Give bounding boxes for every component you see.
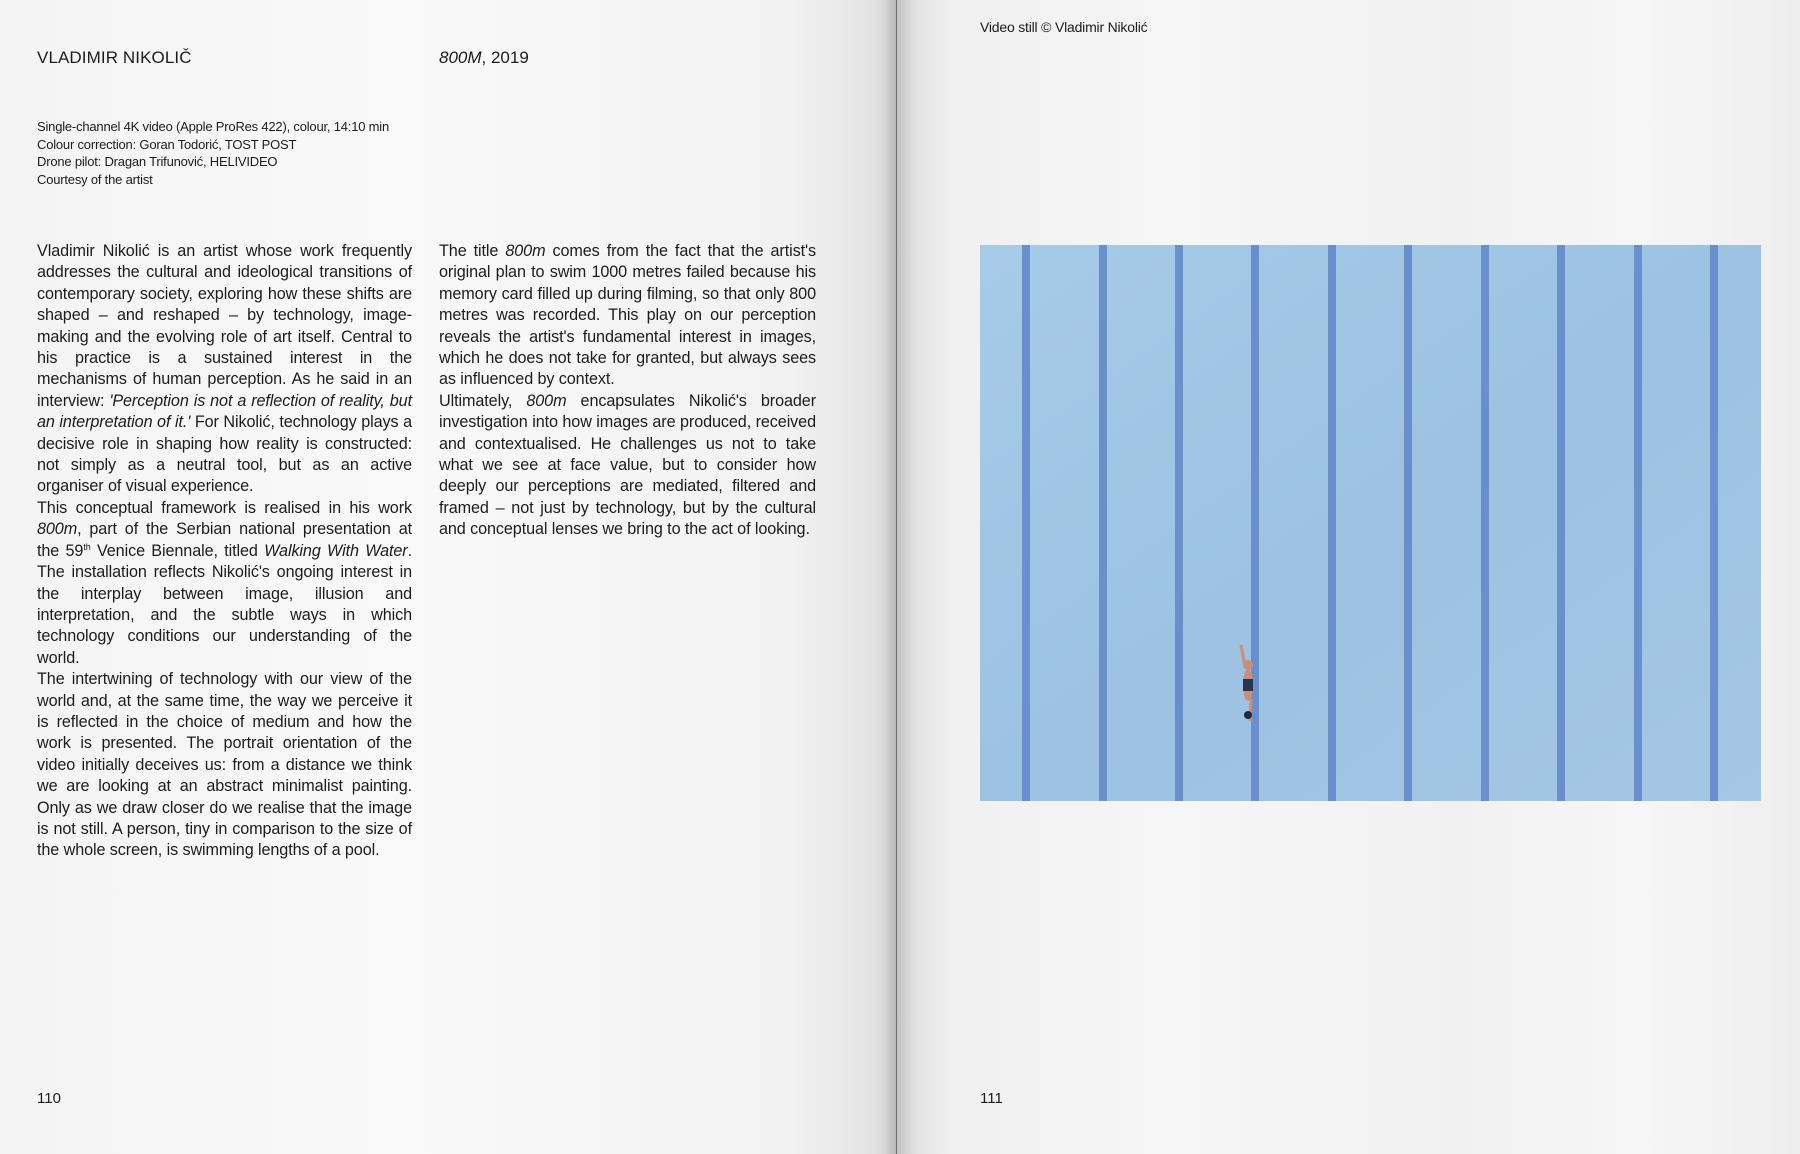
- credits-block: [37, 118, 389, 188]
- credit-line: Single-channel 4K video (Apple ProRes 422), colour, 14:10 min: [37, 119, 390, 134]
- text-run: Vladimir Nikolić is an artist whose work frequently addresses the cultural and ideological transitions of contemporary society, exploring how these shifts are shaped – and reshaped – by technology, image-making and the evolving role of art itself. Central to his practice is a sustained interest in the mechanisms of human perception. As he said in an interview:: [37, 242, 412, 410]
- body-column-1: [37, 241, 412, 862]
- lane-line: [1634, 245, 1642, 801]
- text-run: comes from the fact that the artist's original plan to swim 1000 metres failed because his memory card filled up during filming, so that only 800 metres was recorded. This play on our perception reveals the artist's fundamental interest in images, which he does not take for granted, but always sees as influenced by context.: [439, 242, 816, 389]
- lane-line: [1328, 245, 1336, 801]
- text-run: For Nikolić, technology plays a decisive role in shaping how reality is constructed: not simply as a neutral tool, but as an active organiser of visual experience.: [37, 413, 412, 496]
- credit-line: Courtesy of the artist: [37, 171, 153, 187]
- image-caption: Video still © Vladimir Nikolić: [980, 19, 1148, 35]
- credit-line: Colour correction: Goran Todorić, TOST POST: [37, 136, 297, 152]
- work-title-inline: 800m: [505, 242, 546, 260]
- lane-line: [1481, 245, 1489, 801]
- work-title-italic: 800M: [439, 48, 482, 67]
- left-page: [0, 0, 897, 1154]
- lane-line: [1251, 245, 1259, 801]
- lane-line: [1710, 245, 1718, 801]
- exhibition-title: Walking With Water: [264, 541, 408, 560]
- paragraph: [37, 241, 412, 498]
- text-run: , part of the Serbian national presentation at the 59: [37, 520, 412, 560]
- text-run: encapsulates Nikolić's broader investigation into how images are produced, received and contextualised. He challenges us not to take what we see at face value, but to consider how deeply our perceptions are mediated, filtered and framed – not just by technology, but by the cultural and conceptual lenses we bring to the act of looking.: [439, 391, 816, 539]
- body-column-2: [439, 241, 816, 541]
- pool-aerial-photo: [980, 245, 1761, 801]
- ordinal-suffix: th: [83, 541, 91, 552]
- page-number-left: 110: [37, 1090, 61, 1107]
- text-run: This conceptual framework is realised in his work: [37, 498, 412, 517]
- video-still-image: [980, 245, 1761, 801]
- lane-line: [1557, 245, 1565, 801]
- lane-line: [1175, 245, 1183, 801]
- lane-line: [1022, 245, 1030, 801]
- lane-line: [1404, 245, 1412, 801]
- paragraph: The intertwining of technology with our view of the world and, at the same time, the way we perceive it is reflected in the choice of medium and how the work is presented. The portrait orientation of the video initially deceives us: from a distance we think we are looking at an abstract minimalist painting. Only as we draw closer do we realise that the image is not still. A person, tiny in comparison to the size of the whole screen, is swimming lengths of a pool.: [37, 670, 412, 860]
- work-title-inline: 800m: [526, 391, 567, 410]
- paragraph: [37, 498, 412, 669]
- pool-water: [980, 245, 1761, 801]
- text-run: The title: [439, 242, 506, 260]
- gutter-shadow: [884, 0, 896, 1154]
- paragraph: [439, 241, 816, 391]
- work-title-year: , 2019: [481, 48, 529, 67]
- text-run: Ultimately,: [439, 391, 527, 410]
- page-number-right: 111: [980, 1090, 1003, 1107]
- work-title: [439, 48, 529, 68]
- quote: 'Perception is not a reflection of reality, but an interpretation of it.': [37, 391, 412, 432]
- text-run: Venice Biennale, titled: [90, 541, 265, 560]
- credit-line: Drone pilot: Dragan Trifunović, HELIVIDEO: [37, 154, 278, 169]
- artist-name: VLADIMIR NIKOLIČ: [37, 48, 192, 67]
- text-run: . The installation reflects Nikolić's ongoing interest in the interplay between image, illusion and interpretation, and the subtle ways in which technology conditions our understanding of the world.: [37, 541, 413, 667]
- work-title-inline: 800m: [37, 520, 78, 539]
- paragraph: [439, 391, 816, 541]
- lane-line: [1099, 245, 1107, 801]
